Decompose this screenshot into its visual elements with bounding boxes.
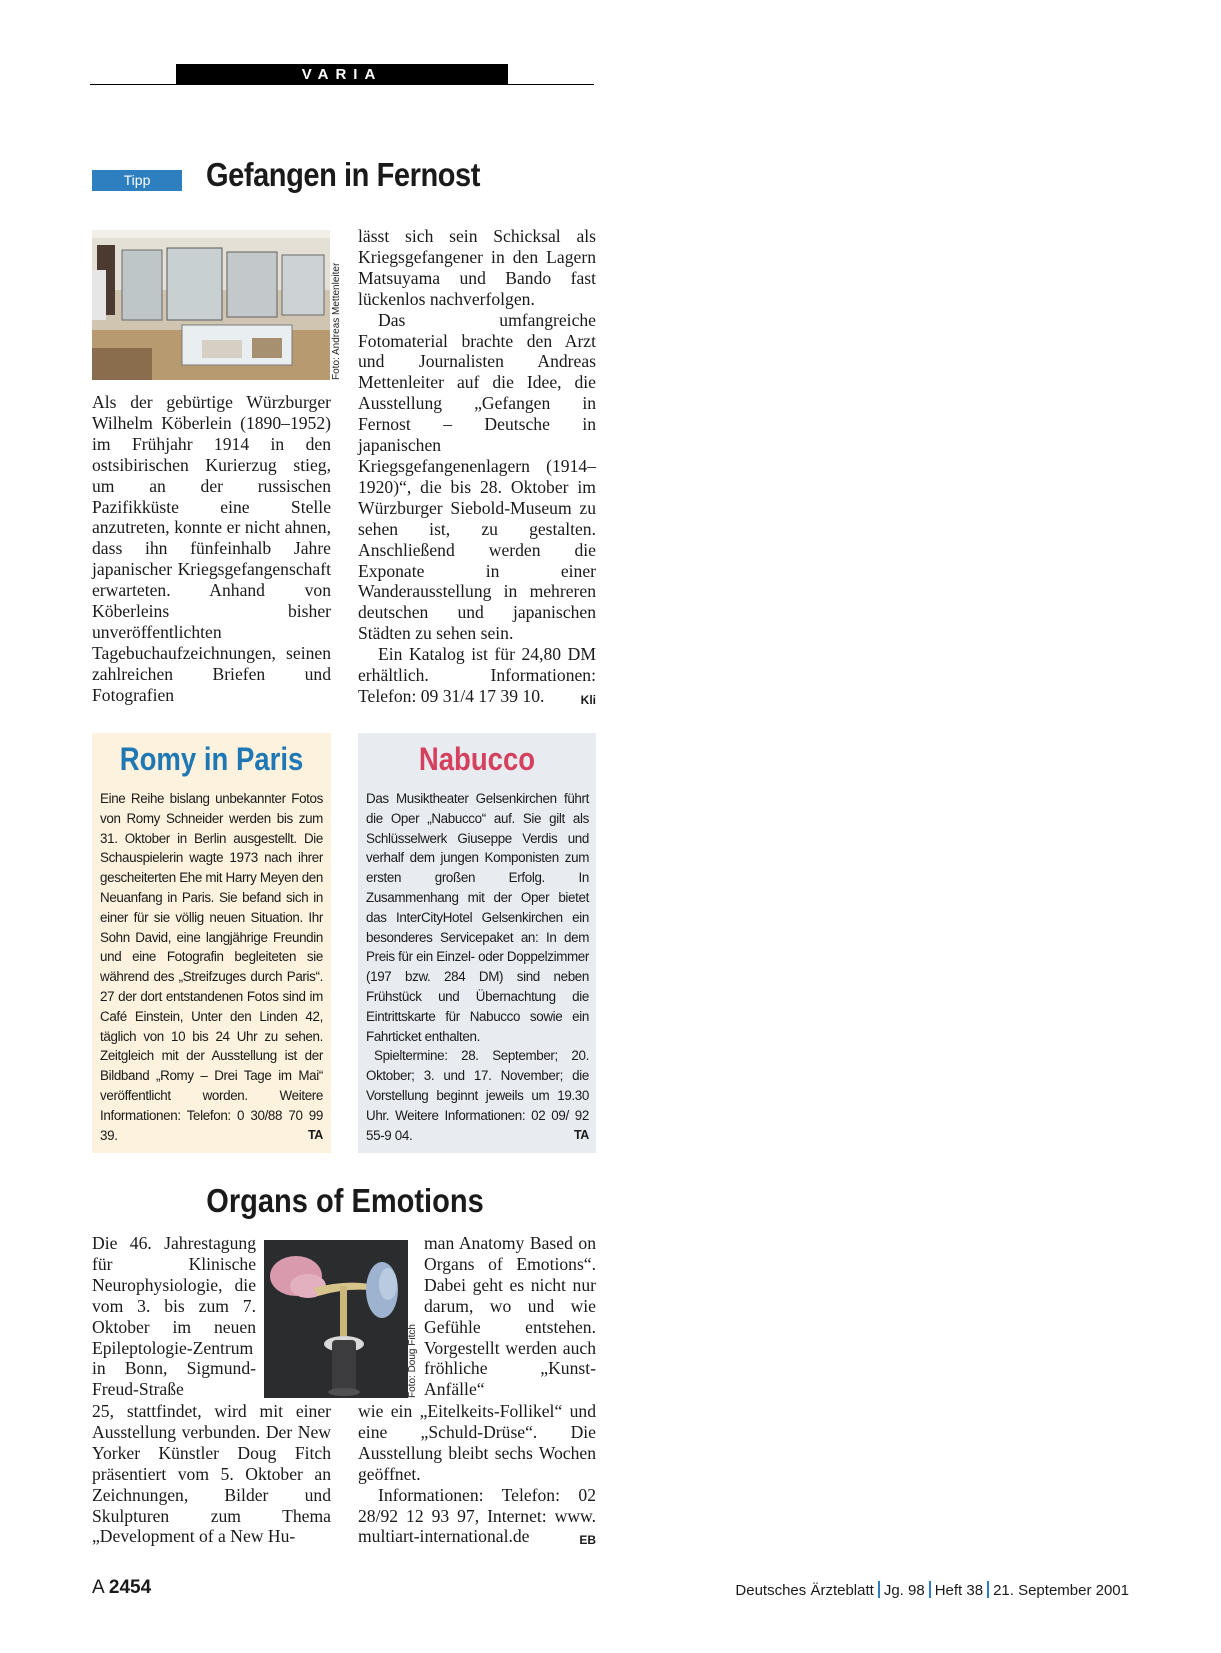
page-number (92, 1577, 151, 1599)
nabucco-dates: Spieltermine: 28. September; 20. Oktober; 3. und 17. November; die Vorstellung beginnt jeweils um 19.30 Uhr. Weitere Informationen: 02 09/ 92 55-9 04. (366, 1048, 589, 1143)
page-prefix: A (92, 1577, 104, 1598)
journal-date: 21. September 2001 (993, 1582, 1129, 1599)
paragraph: Informationen: Telefon: 02 28/92 12 93 97, Internet: www. multiart-international.de (358, 1484, 596, 1547)
romy-text: Eine Reihe bislang unbekannter Fotos von Romy Schneider werden bis zum 31. Oktober in Berlin ausgestellt. Die Schauspielerin wagte 1973 nach ihrer gescheiterten Ehe mit Harry Meyen den Neuanfang in Paris. Sie befand sich in einer für sie völlig neuen Situation. Ihr Sohn David, eine langjährige Freundin und eine Fotografin begleiteten sie während des „Streifzuges durch Paris“. 27 der dort entstandenen Fotos sind im Café Einstein, Unter den Linden 42, täglich von 10 bis 24 Uhr zu sehen. Zeitgleich mit der Ausstellung ist der Bildband „Romy – Drei Tage im Mai“ veröffentlicht worden. Weitere Informationen: Telefon: 0 30/88 70 99 39. (100, 791, 323, 1143)
page-number-value: 2454 (108, 1577, 152, 1598)
nabucco-box (358, 733, 596, 1153)
nabucco-text: Das Musiktheater Gelsenkirchen führt die Oper „Nabucco“ auf. Sie gilt als Schlüsselwerk Giuseppe Verdis und verhalf dem jungen Komponisten zum ersten großen Erfolg. In Zusammenhang mit der Oper bietet das InterCityHotel Gelsenkirchen ein besonderes Servicepaket an: In dem Preis für ein Einzel- oder Doppelzimmer (197 bzw. 284 DM) sind neben Frühstück und Übernachtung die Eintrittskarte für Nabucco sowie ein Fahrticket enthalten. (366, 791, 590, 1044)
museum-photo (92, 230, 330, 380)
divider (987, 1581, 989, 1598)
paragraph: Ein Katalog ist für 24,80 DM erhältlich. Informationen: Telefon: 09 31/4 17 39 10. (358, 644, 596, 706)
organs-column-left-top (92, 1233, 256, 1400)
sculpture-graphic (264, 1240, 408, 1398)
organs-column-right-bottom (358, 1401, 596, 1551)
paragraph: Als der gebürtige Würzburger Wilhelm Köberlein (1890–1952) im Frühjahr 1914 in den ostsibirischen Kurierzug stieg, um an der russischen Pazifikküste eine Stelle anzutreten, konnte er nicht ahnen, dass ihn fünfeinhalb Jahre japanischer Kriegsgefangenschaft erwarteten. Anhand von Köberleins bisher unveröffentlichten Tagebuchaufzeichnungen, seinen zahlreichen Briefen und Fotografien (92, 392, 331, 705)
article-headline: Organs of Emotions (206, 1182, 484, 1219)
tipp-column-right (358, 226, 596, 711)
museum-photo-graphic (92, 230, 330, 380)
paragraph: lässt sich sein Schicksal als Kriegsgefangener in den Lagern Matsuyama und Bando fast lückenlos nachverfolgen. (358, 226, 596, 309)
author-signature: Kli (580, 692, 596, 707)
author-signature: EB (579, 1533, 596, 1548)
author-signature: TA (307, 1127, 323, 1142)
section-header: VARIA (176, 64, 508, 85)
romy-box (92, 733, 331, 1153)
organs-column-left-bottom (92, 1401, 331, 1547)
organs-column-right-top (424, 1233, 596, 1400)
photo-credit: Foto: Andreas Mettenleiter (331, 262, 342, 380)
box-text (366, 789, 589, 1145)
journal-issue: Heft 38 (934, 1582, 984, 1599)
paragraph: Die 46. Jahrestagung für Klinische Neurophysiologie, die vom 3. bis zum 7. Oktober im neuen Epileptologie-Zentrum in Bonn, Sigmund-Freud-Straße (92, 1233, 256, 1400)
tipp-tag: Tipp (92, 170, 182, 191)
journal-name: Deutsches Ärzteblatt (735, 1582, 874, 1599)
box-title: Nabucco (418, 741, 536, 777)
journal-info (735, 1581, 1129, 1599)
tipp-column-left (92, 392, 331, 706)
article-headline: Gefangen in Fernost (206, 156, 481, 193)
paragraph: 25, stattfindet, wird mit einer Ausstellung verbunden. Der New Yorker Künstler Doug Fitch präsentiert vom 5. Oktober an Zeichnungen, Bilder und Skulpturen zum Thema „Development of a New Hu- (92, 1401, 331, 1547)
paragraph: Das umfangreiche Fotomaterial brachte den Arzt und Journalisten Andreas Mettenleiter auf die Idee, die Ausstellung „Gefangen in Fernost – Deutsche in japanischen Kriegsgefangenenlagern (1914–1920)“, die bis 28. Oktober im Würzburger Siebold-Museum zu sehen ist, zu gestalten. Anschließend werden die Exponate in einer Wanderausstellung in mehreren deutschen und japanischen Städten zu sehen sein. (358, 309, 596, 644)
box-title: Romy in Paris (119, 741, 304, 777)
paragraph: man Anatomy Based on Organs of Emotions“. Dabei geht es nicht nur darum, wo und wie Gefühle entstehen. Vorgestellt werden auch fröhliche „Kunst-Anfälle“ (424, 1233, 596, 1400)
paragraph: wie ein „Eitelkeits-Follikel“ und eine „Schuld-Drüse“. Die Ausstellung bleibt sechs Wochen geöffnet. (358, 1401, 596, 1484)
divider (929, 1581, 931, 1598)
box-text (100, 789, 323, 1145)
author-signature: TA (573, 1127, 589, 1142)
journal-volume: Jg. 98 (883, 1582, 925, 1599)
divider (878, 1581, 880, 1598)
sculpture-photo (264, 1240, 408, 1398)
photo-credit: Foto: Doug Fitch (407, 1324, 418, 1398)
